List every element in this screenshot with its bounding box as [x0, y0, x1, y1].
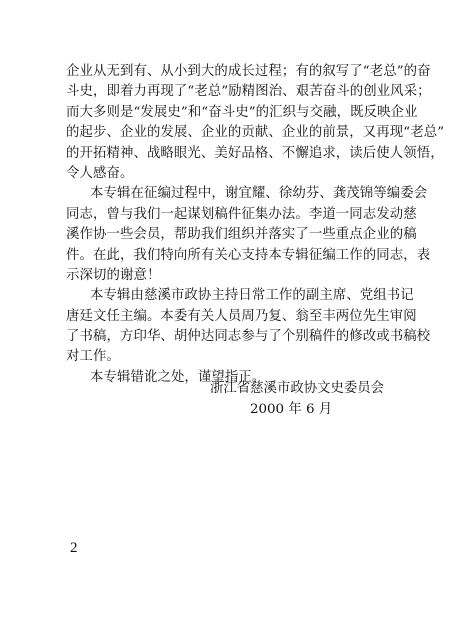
- signature-block: [210, 378, 390, 420]
- page-number: 2: [70, 540, 78, 556]
- text-line: 的开拓精神、战略眼光、美好品格、不懈追求，读后使人领悟，: [66, 145, 444, 161]
- text-line: 本专辑在征编过程中，谢宜耀、徐幼芬、龚茂锦等编委会: [90, 186, 428, 202]
- text-line: 本专辑错讹之处，谨望指正。: [90, 369, 266, 385]
- signature-date: 2000 年 6 月: [250, 402, 333, 417]
- text-line: 同志，曾与我们一起谋划稿件征集办法。李道一同志发动慈: [66, 206, 417, 222]
- text-line: 的起步、企业的发展、企业的贡献、企业的前景，又再现“老总”: [66, 125, 445, 141]
- paragraph-1: [66, 62, 445, 184]
- text-line: 斗史，即着力再现了“老总”励精图治、艰苦奋斗的创业风采；: [66, 84, 431, 100]
- text-line: 唐廷文任主编。本委有关人员周乃复、翁至丰两位先生审阅: [66, 308, 417, 324]
- paragraph-3: [66, 286, 431, 368]
- body-text: [66, 62, 445, 388]
- signature-organization: 浙江省慈溪市政协文史委员会: [210, 381, 385, 396]
- text-line: 而大多则是“发展史”和“奋斗史”的汇织与交融，既反映企业: [66, 104, 418, 120]
- paragraph-2: [66, 184, 431, 286]
- text-line: 本专辑由慈溪市政协主持日常工作的副主席、党组书记: [90, 288, 414, 304]
- text-line: 溪作协一些会员，帮助我们组织并落实了一些重点企业的稿: [66, 227, 417, 243]
- text-line: 件。在此，我们特向所有关心支持本专辑征编工作的同志，表: [66, 247, 431, 263]
- text-line: 了书稿，方印华、胡仲达同志参与了个别稿件的修改或书稿校: [66, 329, 431, 345]
- text-line: 企业从无到有、从小到大的成长过程；有的叙写了“老总”的奋: [66, 64, 431, 79]
- text-line: 对工作。: [66, 349, 120, 365]
- text-line: 示深切的谢意！: [66, 267, 161, 283]
- text-line: 令人感奋。: [66, 165, 134, 181]
